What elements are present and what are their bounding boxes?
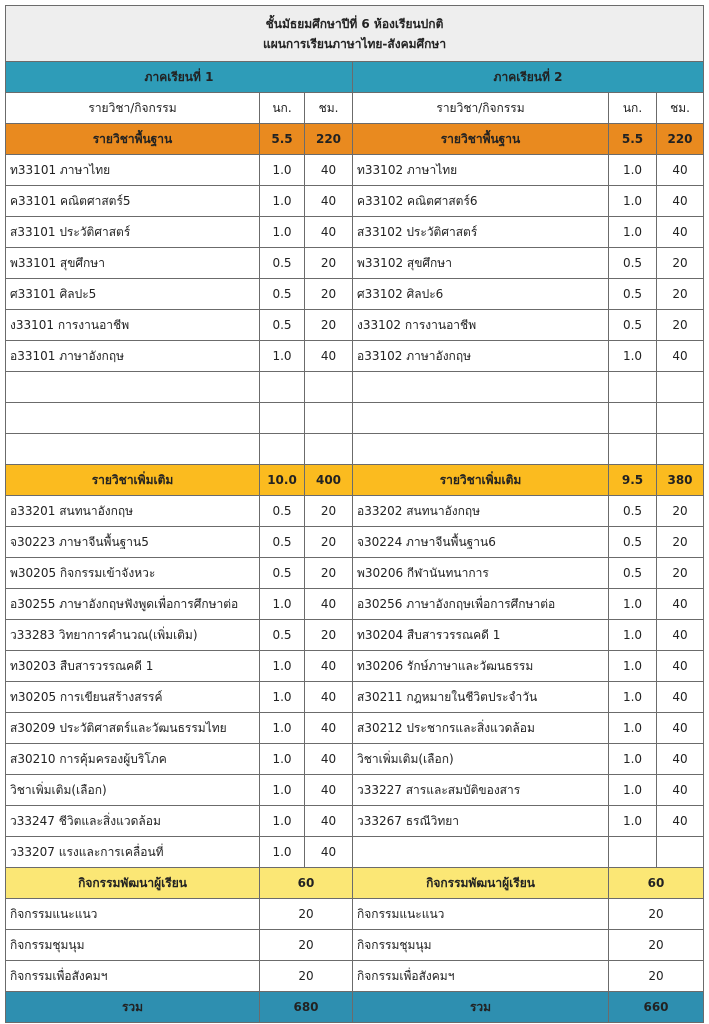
credits-cell <box>609 837 657 868</box>
hours-column-header: ชม. <box>657 93 704 124</box>
table-row <box>6 279 704 310</box>
subject-cell: ว33227 สารและสมบัติของสาร <box>353 775 609 806</box>
column-header-row <box>6 93 704 124</box>
credits-cell: 1.0 <box>260 837 305 868</box>
credits-cell: 1.0 <box>260 217 305 248</box>
hours-cell: 20 <box>657 496 704 527</box>
activity-hours-cell: 20 <box>609 899 704 930</box>
table-row <box>6 372 704 403</box>
table-row <box>6 744 704 775</box>
subject-cell <box>353 434 609 465</box>
subject-cell: ท33101 ภาษาไทย <box>6 155 260 186</box>
subject-cell: พ30205 กิจกรรมเข้าจังหวะ <box>6 558 260 589</box>
subject-cell: วิชาเพิ่มเติม(เลือก) <box>353 744 609 775</box>
subject-cell <box>353 403 609 434</box>
hours-cell: 40 <box>657 651 704 682</box>
credits-cell <box>609 403 657 434</box>
table-row <box>6 713 704 744</box>
subject-cell: ศ33102 ศิลปะ6 <box>353 279 609 310</box>
activity-name-cell: กิจกรรมชุมนุม <box>353 930 609 961</box>
subject-cell: ส33101 ประวัติศาสตร์ <box>6 217 260 248</box>
subject-cell: ท30206 รักษ์ภาษาและวัฒนธรรม <box>353 651 609 682</box>
credits-cell: 1.0 <box>260 155 305 186</box>
subject-cell: ว33283 วิทยาการคำนวณ(เพิ่มเติม) <box>6 620 260 651</box>
credits-cell: 1.0 <box>609 217 657 248</box>
credits-column-header: นก. <box>260 93 305 124</box>
subject-cell: อ33102 ภาษาอังกฤษ <box>353 341 609 372</box>
hours-cell: 40 <box>305 186 353 217</box>
subject-cell: ส30209 ประวัติศาสตร์และวัฒนธรรมไทย <box>6 713 260 744</box>
activities-label: กิจกรรมพัฒนาผู้เรียน <box>6 868 260 899</box>
activity-row <box>6 961 704 992</box>
table-row <box>6 589 704 620</box>
subject-cell <box>353 372 609 403</box>
subject-cell: ว33247 ชีวิตและสิ่งแวดล้อม <box>6 806 260 837</box>
subject-cell: ท33102 ภาษาไทย <box>353 155 609 186</box>
hours-cell: 40 <box>657 775 704 806</box>
hours-cell: 40 <box>305 744 353 775</box>
subject-cell: อ33202 สนทนาอังกฤษ <box>353 496 609 527</box>
title-line-1: ชั้นมัธยมศึกษาปีที่ 6 ห้องเรียนปกติ <box>265 16 444 31</box>
credits-cell: 0.5 <box>609 558 657 589</box>
subject-cell <box>353 837 609 868</box>
activity-name-cell: กิจกรรมชุมนุม <box>6 930 260 961</box>
hours-cell: 20 <box>305 558 353 589</box>
credits-cell: 1.0 <box>260 775 305 806</box>
credits-cell: 1.0 <box>609 651 657 682</box>
activities-label: กิจกรรมพัฒนาผู้เรียน <box>353 868 609 899</box>
total-sem1: 680 <box>260 992 353 1023</box>
hours-cell: 20 <box>657 279 704 310</box>
basic-subjects-label: รายวิชาพื้นฐาน <box>353 124 609 155</box>
subject-column-header: รายวิชา/กิจกรรม <box>353 93 609 124</box>
credits-cell: 1.0 <box>260 682 305 713</box>
extra-sem1-hours: 400 <box>305 465 353 496</box>
hours-cell: 20 <box>305 248 353 279</box>
total-label: รวม <box>353 992 609 1023</box>
curriculum-table <box>5 5 704 1023</box>
activities-sem2-hours: 60 <box>609 868 704 899</box>
hours-cell: 20 <box>305 527 353 558</box>
hours-cell: 40 <box>305 155 353 186</box>
table-row <box>6 341 704 372</box>
credits-cell: 1.0 <box>260 713 305 744</box>
table-row <box>6 837 704 868</box>
table-row <box>6 651 704 682</box>
activity-name-cell: กิจกรรมเพื่อสังคมฯ <box>6 961 260 992</box>
credits-cell: 0.5 <box>609 496 657 527</box>
credits-cell: 1.0 <box>609 155 657 186</box>
extra-sem2-hours: 380 <box>657 465 704 496</box>
credits-cell: 1.0 <box>609 713 657 744</box>
activity-name-cell: กิจกรรมแนะแนว <box>6 899 260 930</box>
hours-cell: 40 <box>657 682 704 713</box>
subject-cell: ว33267 ธรณีวิทยา <box>353 806 609 837</box>
credits-cell: 1.0 <box>609 806 657 837</box>
subject-cell <box>6 372 260 403</box>
title-row <box>6 6 704 62</box>
hours-cell: 40 <box>305 651 353 682</box>
credits-cell: 1.0 <box>260 589 305 620</box>
credits-cell: 0.5 <box>260 496 305 527</box>
subject-cell: อ33101 ภาษาอังกฤษ <box>6 341 260 372</box>
extra-subjects-label: รายวิชาเพิ่มเติม <box>6 465 260 496</box>
page-title <box>6 6 704 62</box>
title-line-2: แผนการเรียนภาษาไทย-สังคมศึกษา <box>262 36 447 51</box>
hours-cell <box>657 372 704 403</box>
hours-cell: 40 <box>657 341 704 372</box>
hours-cell <box>305 372 353 403</box>
activity-hours-cell: 20 <box>260 930 353 961</box>
hours-cell: 40 <box>657 620 704 651</box>
semester-1-header: ภาคเรียนที่ 1 <box>6 62 353 93</box>
hours-cell <box>657 837 704 868</box>
credits-cell <box>260 372 305 403</box>
credits-cell: 0.5 <box>609 279 657 310</box>
hours-cell: 40 <box>657 806 704 837</box>
table-row <box>6 310 704 341</box>
basic-sem1-hours: 220 <box>305 124 353 155</box>
hours-cell: 20 <box>657 527 704 558</box>
credits-column-header: นก. <box>609 93 657 124</box>
credits-cell: 1.0 <box>260 341 305 372</box>
activity-name-cell: กิจกรรมเพื่อสังคมฯ <box>353 961 609 992</box>
credits-cell: 1.0 <box>260 744 305 775</box>
credits-cell: 1.0 <box>609 186 657 217</box>
subject-cell: ส33102 ประวัติศาสตร์ <box>353 217 609 248</box>
hours-cell: 20 <box>305 620 353 651</box>
subject-cell: ศ33101 ศิลปะ5 <box>6 279 260 310</box>
hours-cell: 40 <box>305 682 353 713</box>
hours-cell: 40 <box>305 713 353 744</box>
table-row <box>6 248 704 279</box>
table-row <box>6 558 704 589</box>
basic-sem1-credits: 5.5 <box>260 124 305 155</box>
subject-cell: จ30224 ภาษาจีนพื้นฐาน6 <box>353 527 609 558</box>
hours-cell <box>657 434 704 465</box>
hours-cell: 40 <box>305 341 353 372</box>
hours-cell: 20 <box>657 248 704 279</box>
credits-cell: 1.0 <box>609 744 657 775</box>
credits-cell: 0.5 <box>609 310 657 341</box>
credits-cell: 0.5 <box>260 558 305 589</box>
hours-cell: 20 <box>305 310 353 341</box>
hours-cell: 40 <box>657 186 704 217</box>
credits-cell <box>260 403 305 434</box>
credits-cell: 1.0 <box>609 589 657 620</box>
hours-cell: 20 <box>305 279 353 310</box>
subject-cell: พ33101 สุขศึกษา <box>6 248 260 279</box>
table-row <box>6 186 704 217</box>
hours-cell: 40 <box>657 713 704 744</box>
subject-cell: ง33101 การงานอาชีพ <box>6 310 260 341</box>
table-row <box>6 806 704 837</box>
hours-cell: 40 <box>657 155 704 186</box>
table-row <box>6 775 704 806</box>
hours-cell: 40 <box>305 217 353 248</box>
subject-cell: ว33207 แรงและการเคลื่อนที่ <box>6 837 260 868</box>
hours-cell <box>657 403 704 434</box>
total-sem2: 660 <box>609 992 704 1023</box>
basic-subjects-header-row <box>6 124 704 155</box>
table-row <box>6 496 704 527</box>
table-row <box>6 403 704 434</box>
extra-sem2-credits: 9.5 <box>609 465 657 496</box>
activities-header-row <box>6 868 704 899</box>
subject-cell: จ30223 ภาษาจีนพื้นฐาน5 <box>6 527 260 558</box>
table-row <box>6 217 704 248</box>
credits-cell: 1.0 <box>260 186 305 217</box>
activity-hours-cell: 20 <box>260 961 353 992</box>
hours-cell: 40 <box>657 217 704 248</box>
activity-row <box>6 899 704 930</box>
activity-hours-cell: 20 <box>260 899 353 930</box>
subject-cell: ส30210 การคุ้มครองผู้บริโภค <box>6 744 260 775</box>
subject-column-header: รายวิชา/กิจกรรม <box>6 93 260 124</box>
subject-cell: พ30206 กีฬานันทนาการ <box>353 558 609 589</box>
subject-cell: พ33102 สุขศึกษา <box>353 248 609 279</box>
subject-cell: ท30203 สืบสารวรรณคดี 1 <box>6 651 260 682</box>
semester-2-header: ภาคเรียนที่ 2 <box>353 62 704 93</box>
credits-cell: 0.5 <box>260 248 305 279</box>
total-row <box>6 992 704 1023</box>
hours-cell: 40 <box>305 837 353 868</box>
activity-hours-cell: 20 <box>609 930 704 961</box>
basic-subjects-label: รายวิชาพื้นฐาน <box>6 124 260 155</box>
hours-cell <box>305 434 353 465</box>
subject-cell: ส30212 ประชากรและสิ่งแวดล้อม <box>353 713 609 744</box>
total-label: รวม <box>6 992 260 1023</box>
subject-cell: ค33102 คณิตศาสตร์6 <box>353 186 609 217</box>
hours-column-header: ชม. <box>305 93 353 124</box>
extra-subjects-header-row <box>6 465 704 496</box>
basic-sem2-hours: 220 <box>657 124 704 155</box>
subject-cell: ท30204 สืบสารวรรณคดี 1 <box>353 620 609 651</box>
activities-sem1-hours: 60 <box>260 868 353 899</box>
activity-hours-cell: 20 <box>609 961 704 992</box>
subject-cell: อ30255 ภาษาอังกฤษฟังพูดเพื่อการศึกษาต่อ <box>6 589 260 620</box>
hours-cell: 40 <box>305 589 353 620</box>
hours-cell: 20 <box>657 310 704 341</box>
subject-cell: วิชาเพิ่มเติม(เลือก) <box>6 775 260 806</box>
hours-cell <box>305 403 353 434</box>
subject-cell: อ30256 ภาษาอังกฤษเพื่อการศึกษาต่อ <box>353 589 609 620</box>
table-row <box>6 527 704 558</box>
credits-cell: 0.5 <box>609 527 657 558</box>
subject-cell: ง33102 การงานอาชีพ <box>353 310 609 341</box>
table-row <box>6 434 704 465</box>
credits-cell <box>609 434 657 465</box>
subject-cell: ส30211 กฎหมายในชีวิตประจำวัน <box>353 682 609 713</box>
credits-cell: 0.5 <box>260 620 305 651</box>
credits-cell: 1.0 <box>260 651 305 682</box>
activity-row <box>6 930 704 961</box>
extra-sem1-credits: 10.0 <box>260 465 305 496</box>
table-row <box>6 620 704 651</box>
credits-cell: 0.5 <box>260 310 305 341</box>
credits-cell <box>260 434 305 465</box>
subject-cell: ท30205 การเขียนสร้างสรรค์ <box>6 682 260 713</box>
hours-cell: 40 <box>305 806 353 837</box>
subject-cell <box>6 403 260 434</box>
table-row <box>6 155 704 186</box>
subject-cell: อ33201 สนทนาอังกฤษ <box>6 496 260 527</box>
credits-cell: 1.0 <box>609 341 657 372</box>
subject-cell <box>6 434 260 465</box>
extra-subjects-label: รายวิชาเพิ่มเติม <box>353 465 609 496</box>
credits-cell: 0.5 <box>260 527 305 558</box>
credits-cell: 1.0 <box>609 620 657 651</box>
credits-cell: 0.5 <box>260 279 305 310</box>
basic-sem2-credits: 5.5 <box>609 124 657 155</box>
semester-header-row <box>6 62 704 93</box>
hours-cell: 40 <box>305 775 353 806</box>
credits-cell: 0.5 <box>609 248 657 279</box>
curriculum-plan <box>5 5 703 1023</box>
hours-cell: 40 <box>657 744 704 775</box>
hours-cell: 20 <box>305 496 353 527</box>
credits-cell: 1.0 <box>260 806 305 837</box>
credits-cell <box>609 372 657 403</box>
credits-cell: 1.0 <box>609 682 657 713</box>
table-row <box>6 682 704 713</box>
subject-cell: ค33101 คณิตศาสตร์5 <box>6 186 260 217</box>
hours-cell: 40 <box>657 589 704 620</box>
hours-cell: 20 <box>657 558 704 589</box>
activity-name-cell: กิจกรรมแนะแนว <box>353 899 609 930</box>
credits-cell: 1.0 <box>609 775 657 806</box>
